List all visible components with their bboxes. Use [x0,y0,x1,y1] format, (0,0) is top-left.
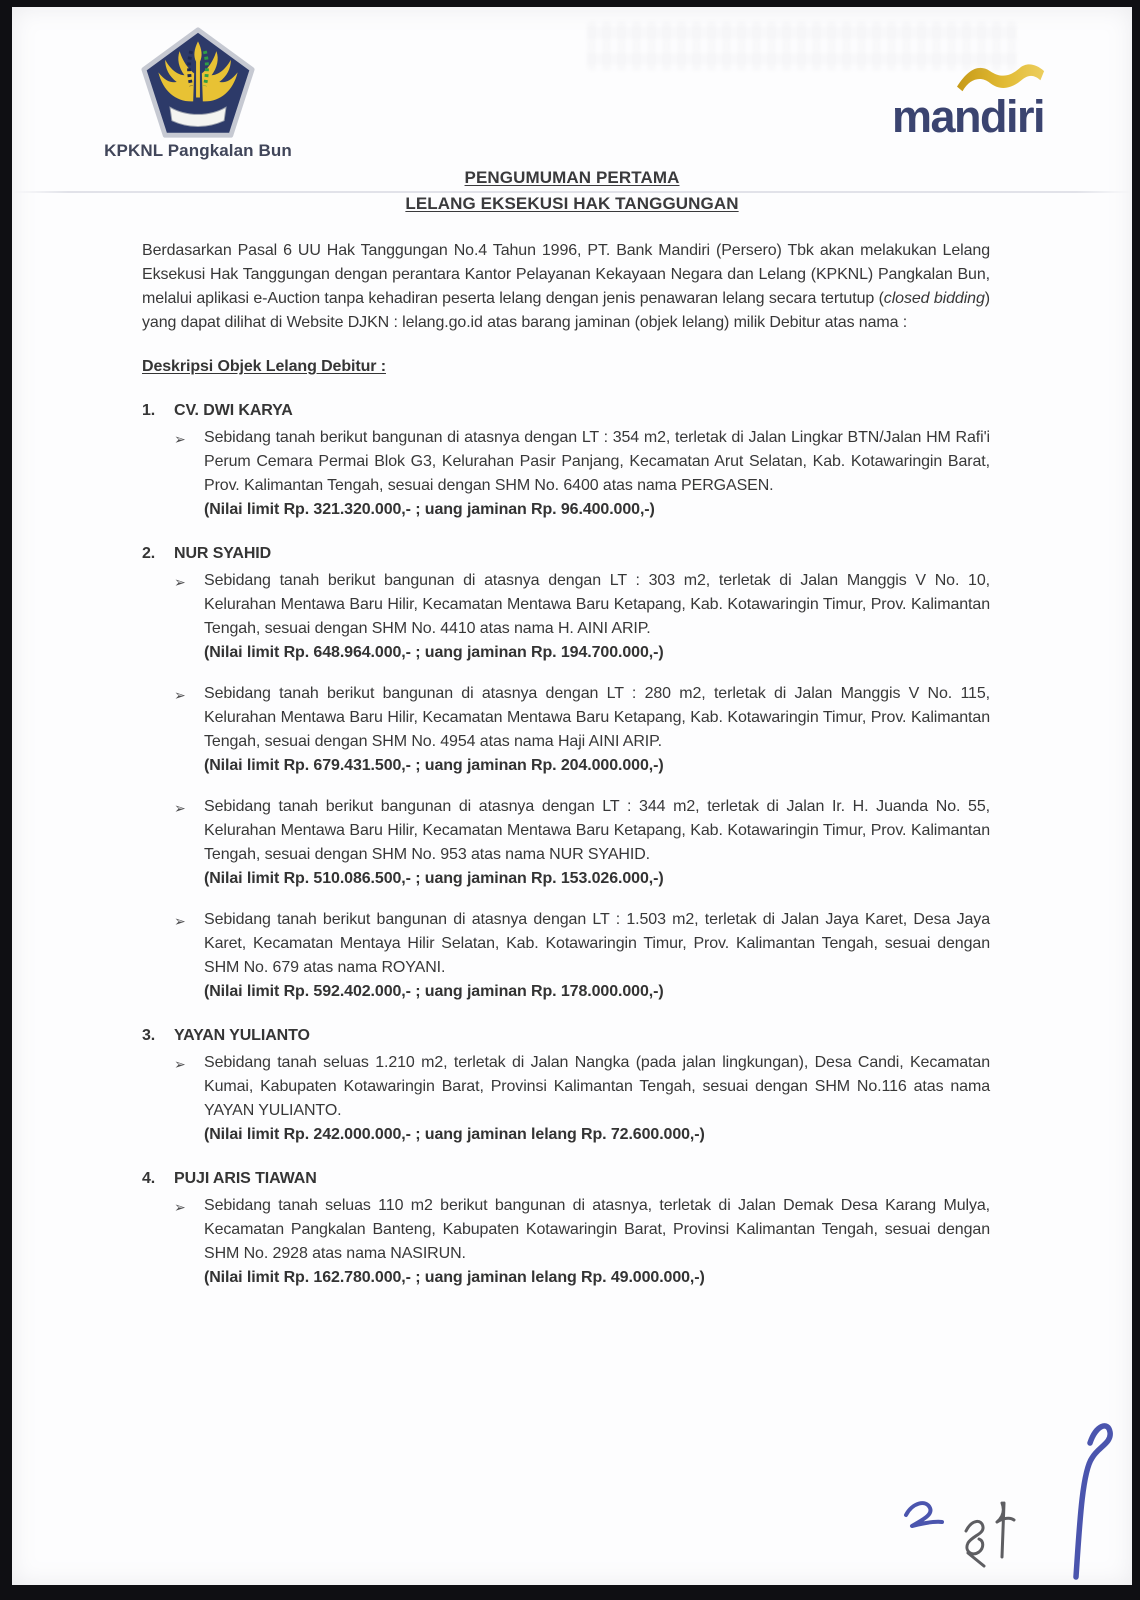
lot-description: Sebidang tanah berikut bangunan di atasnya dengan LT : 1.503 m2, terletak di Jalan Jaya Karet, Desa Jaya Karet, Kecamatan Mentaya Hilir Selatan, Kab. Kotawaringin Timur, Prov. Kalimantan Tengah, sesuai dengan SHM No. 679 atas nama ROYANI. [204,911,990,976]
scanned-document-page [12,7,1132,1585]
debtor-item-4 [142,1167,990,1290]
kpknl-office-label: KPKNL Pangkalan Bun [104,141,292,160]
section-heading: Deskripsi Objek Lelang Debitur : [142,358,386,375]
debtor-head [142,542,990,566]
lot-body [204,795,990,891]
debtor-head [142,1167,990,1191]
handwritten-marks-icon [884,1419,1124,1585]
mandiri-wordmark: mandiri [891,91,1044,142]
lot-description: Sebidang tanah berikut bangunan di atasnya dengan LT : 303 m2, terletak di Jalan Manggis V No. 10, Kelurahan Mentawa Baru Hilir, Kecamatan Mentawa Baru Ketapang, Kab. Kotawaringin Timur, Prov. Kalimantan Tengah, sesuai dengan SHM No. 4410 atas nama H. AINI ARIP. [204,572,990,637]
lot-entry [142,426,990,522]
debtor-item-1 [142,399,990,522]
lot-body [204,569,990,665]
lot-entry [142,908,990,1004]
debtor-name: PUJI ARIS TIAWAN [174,1170,317,1187]
debtor-item-3 [142,1024,990,1147]
debtor-number: 2. [142,545,156,562]
title-line-2: LELANG EKSEKUSI HAK TANGGUNGAN [405,194,739,213]
lot-body [204,908,990,1004]
bleedthrough-artifact [587,21,1017,71]
intro-paragraph [142,239,990,335]
lot-value-line: (Nilai limit Rp. 648.964.000,- ; uang jaminan Rp. 194.700.000,-) [204,644,664,661]
lot-body [204,1194,990,1290]
debtor-head [142,1024,990,1048]
debtor-head [142,399,990,423]
lot-body [204,426,990,522]
debtor-number: 4. [142,1170,156,1187]
lot-value-line: (Nilai limit Rp. 162.780.000,- ; uang jaminan lelang Rp. 49.000.000,-) [204,1269,705,1286]
lot-description: Sebidang tanah berikut bangunan di atasnya dengan LT : 280 m2, terletak di Jalan Manggis V No. 115, Kelurahan Mentawa Baru Hilir, Kecamatan Mentawa Baru Ketapang, Kab. Kotawaringin Timur, Prov. Kalimantan Tengah, sesuai dengan SHM No. 4954 atas nama Haji AINI ARIP. [204,685,990,750]
document-body [12,239,1132,1290]
bullet-arrow-icon: ➢ [174,1056,186,1072]
intro-text-before: Berdasarkan Pasal 6 UU Hak Tanggungan No.4 Tahun 1996, PT. Bank Mandiri (Persero) Tbk akan melakukan Lelang Eksekusi Hak Tanggungan dengan perantara Kantor Pelayanan Kekayaan Negara dan Lelang (KPKNL) Pangkalan Bun, melalui aplikasi e-Auction tanpa kehadiran peserta lelang dengan jenis penawaran lelang secara tertutup ( [142,242,990,307]
lot-description: Sebidang tanah seluas 110 m2 berikut bangunan di atasnya, terletak di Jalan Demak Desa Karang Mulya, Kecamatan Pangkalan Banteng, Kabupaten Kotawaringin Barat, Provinsi Kalimantan Tengah, sesuai dengan SHM No. 2928 atas nama NASIRUN. [204,1197,990,1262]
lot-entry [142,569,990,665]
intro-text-after: ) yang dapat dilihat di Website DJKN : lelang.go.id atas barang jaminan (objek lelang) milik Debitur atas nama : [142,290,990,331]
lot-entry [142,682,990,778]
lot-description: Sebidang tanah seluas 1.210 m2, terletak di Jalan Nangka (pada jalan lingkungan), Desa Candi, Kecamatan Kumai, Kabupaten Kotawaringin Barat, Provinsi Kalimantan Tengah, sesuai dengan SHM No.116 atas nama YAYAN YULIANTO. [204,1054,990,1119]
bullet-arrow-icon: ➢ [174,1199,186,1215]
debtor-name: CV. DWI KARYA [174,402,293,419]
lot-value-line: (Nilai limit Rp. 321.320.000,- ; uang jaminan Rp. 96.400.000,-) [204,501,655,518]
debtor-name: NUR SYAHID [174,545,272,562]
bullet-arrow-icon: ➢ [174,687,186,703]
lot-value-line: (Nilai limit Rp. 510.086.500,- ; uang jaminan Rp. 153.026.000,-) [204,870,664,887]
lot-value-line: (Nilai limit Rp. 679.431.500,- ; uang jaminan Rp. 204.000.000,-) [204,757,664,774]
document-header [12,7,1132,165]
debtor-number: 1. [142,402,156,419]
bullet-arrow-icon: ➢ [174,574,186,590]
intro-text-italic: closed bidding [883,290,985,307]
lot-value-line: (Nilai limit Rp. 592.402.000,- ; uang jaminan Rp. 178.000.000,-) [204,983,664,1000]
lot-value-line: (Nilai limit Rp. 242.000.000,- ; uang jaminan lelang Rp. 72.600.000,-) [204,1126,705,1143]
title-line-1: PENGUMUMAN PERTAMA [464,168,680,187]
debtor-name: YAYAN YULIANTO [174,1027,310,1044]
lot-entry [142,1051,990,1147]
debtor-item-2 [142,542,990,1004]
kemenkeu-logo-block [95,27,301,161]
lot-body [204,682,990,778]
lot-description: Sebidang tanah berikut bangunan di atasnya dengan LT : 354 m2, terletak di Jalan Lingkar BTN/Jalan HM Rafi'i Perum Cemara Permai Blok G3, Kelurahan Pasir Panjang, Kecamatan Arut Selatan, Kab. Kotawaringin Barat, Prov. Kalimantan Tengah, sesuai dengan SHM No. 6400 atas nama PERGASEN. [204,429,990,494]
lot-entry [142,795,990,891]
bullet-arrow-icon: ➢ [174,913,186,929]
lot-body [204,1051,990,1147]
lot-entry [142,1194,990,1290]
document-title [12,165,1132,217]
debtor-number: 3. [142,1027,156,1044]
bullet-arrow-icon: ➢ [174,431,186,447]
lot-description: Sebidang tanah berikut bangunan di atasnya dengan LT : 344 m2, terletak di Jalan Ir. H. Juanda No. 55, Kelurahan Mentawa Baru Hilir, Kecamatan Mentawa Baru Ketapang, Kab. Kotawaringin Timur, Prov. Kalimantan Tengah, sesuai dengan SHM No. 953 atas nama NUR SYAHID. [204,798,990,863]
kemenkeu-pentagon-icon [140,27,256,139]
bullet-arrow-icon: ➢ [174,800,186,816]
